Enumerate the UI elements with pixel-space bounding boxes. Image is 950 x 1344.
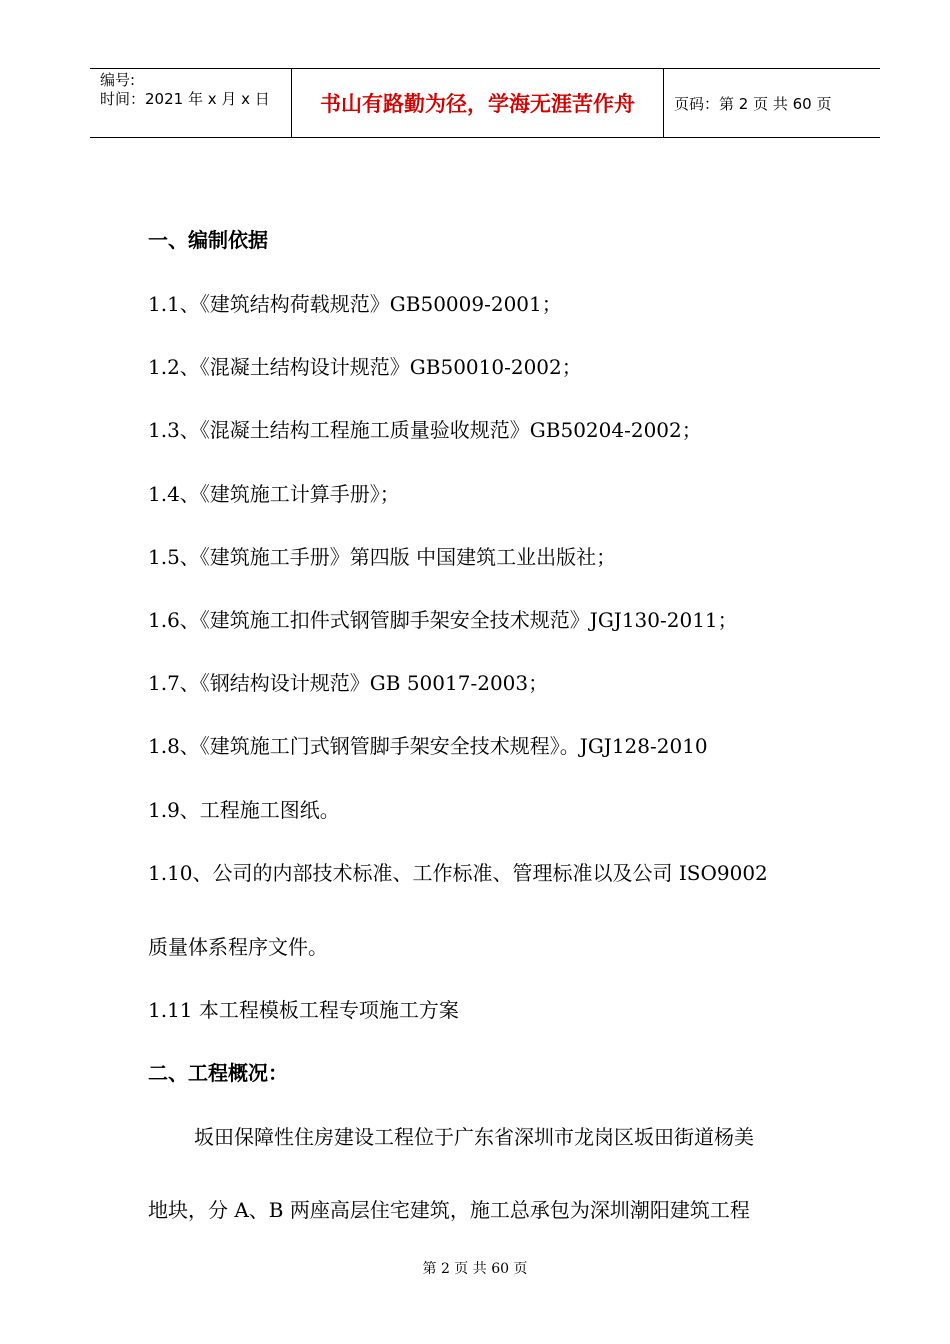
- basis-item: 1.6、《建筑施工扣件式钢管脚手架安全技术规范》JGJ130-2011；: [148, 608, 738, 632]
- header-page-info: 页码：第 2 页 共 60 页: [674, 94, 832, 113]
- overview-paragraph-line: 地块，分 A、B 两座高层住宅建筑，施工总承包为深圳潮阳建筑工程: [148, 1198, 750, 1222]
- basis-item: 1.8、《建筑施工门式钢管脚手架安全技术规程》。JGJ128-2010: [148, 734, 708, 758]
- header-meta: [90, 69, 292, 137]
- basis-item: 1.1、《建筑结构荷载规范》GB50009-2001；: [148, 292, 562, 316]
- header-motto: 书山有路勤为径，学海无涯苦作舟: [292, 69, 664, 137]
- section2-title: 二、工程概况：: [148, 1061, 288, 1085]
- basis-item: 1.9、工程施工图纸。: [148, 798, 340, 822]
- basis-item: 1.4、《建筑施工计算手册》；: [148, 482, 400, 506]
- basis-item: 1.11 本工程模板工程专项施工方案: [148, 998, 459, 1022]
- page-footer: 第 2 页 共 60 页: [422, 1261, 528, 1277]
- basis-item: 1.7、《钢结构设计规范》GB 50017-2003；: [148, 671, 549, 695]
- basis-item: 1.2、《混凝土结构设计规范》GB50010-2002；: [148, 355, 582, 379]
- basis-item-continuation: 质量体系程序文件。: [148, 935, 328, 959]
- header-time-label: 时间：2021 年 x 月 x 日: [100, 90, 270, 108]
- header-number-label: 编号:: [100, 71, 136, 89]
- basis-item: 1.10、公司的内部技术标准、工作标准、管理标准以及公司 ISO9002: [148, 861, 768, 885]
- page-header: [90, 68, 880, 138]
- section1-title: 一、编制依据: [148, 228, 268, 252]
- basis-item: 1.5、《建筑施工手册》第四版 中国建筑工业出版社；: [148, 545, 617, 569]
- basis-item: 1.3、《混凝土结构工程施工质量验收规范》GB50204-2002；: [148, 418, 702, 442]
- overview-paragraph-line: 坂田保障性住房建设工程位于广东省深圳市龙岗区坂田街道杨美: [194, 1125, 754, 1149]
